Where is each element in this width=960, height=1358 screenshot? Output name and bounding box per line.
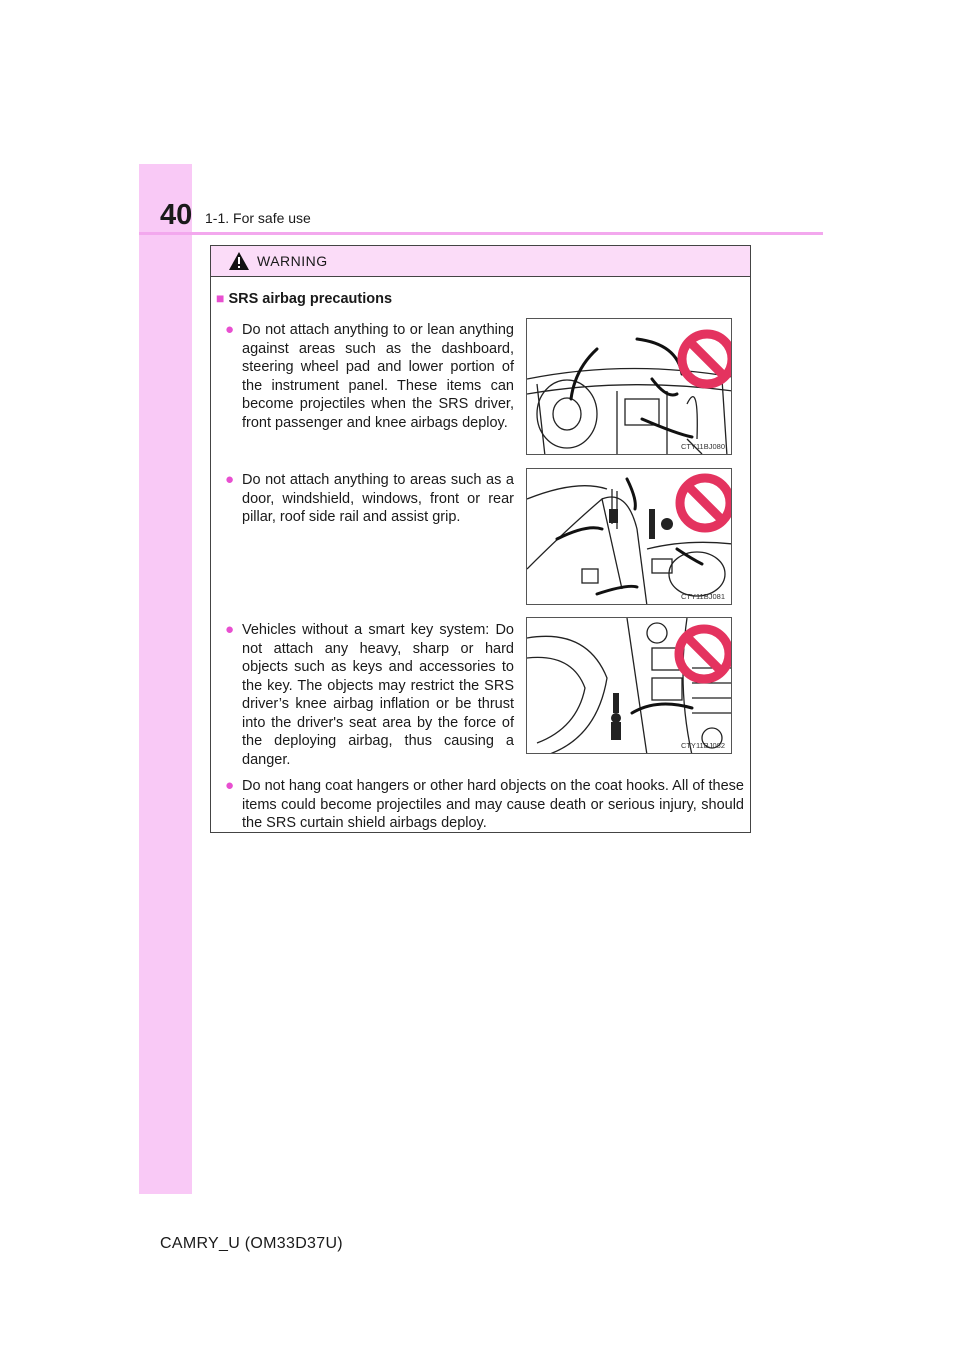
bullet-item xyxy=(225,777,744,833)
warning-triangle-icon xyxy=(228,251,250,271)
bullet-item xyxy=(225,321,514,432)
page-header xyxy=(160,200,820,232)
door-pillar-illustration xyxy=(526,468,732,605)
bullet-dot-icon: ● xyxy=(225,777,235,794)
bullet-text: Do not attach anything to areas such as a door, windshield, windows, front or rear pillar, roof side rail and assist grip. xyxy=(242,472,514,525)
dashboard-drawing-icon xyxy=(527,319,732,455)
square-bullet-icon: ■ xyxy=(216,290,225,306)
warning-label: WARNING xyxy=(257,253,328,269)
key-drawing-icon xyxy=(527,618,732,754)
door-pillar-drawing-icon xyxy=(527,469,732,605)
dashboard-illustration xyxy=(526,318,732,455)
figure-code: CTY11BJ080 xyxy=(680,442,725,451)
section-title: 1-1. For safe use xyxy=(205,210,311,226)
side-color-band xyxy=(139,164,192,1194)
page-number: 40 xyxy=(160,199,193,231)
warning-header xyxy=(211,246,750,277)
bullet-text: Vehicles without a smart key system: Do not attach any heavy, sharp or hard objects such as keys and accessories to the key. The objects may restrict the SRS driver’s knee airbag inflation or be thrust into the driver's seat area by the force of the deploying airbag, thus causing a danger. xyxy=(242,622,514,768)
subheading xyxy=(216,290,392,307)
bullet-dot-icon: ● xyxy=(225,621,235,638)
key-illustration xyxy=(526,617,732,754)
bullet-text: Do not hang coat hangers or other hard objects on the coat hooks. All of these items could become projectiles and may cause death or serious injury, should the SRS curtain shield airbags deploy. xyxy=(242,778,744,831)
footer-model-code: CAMRY_U (OM33D37U) xyxy=(160,1235,343,1252)
bullet-item xyxy=(225,621,514,769)
header-rule xyxy=(139,232,823,235)
bullet-dot-icon: ● xyxy=(225,471,235,488)
figure-code: CTY11BJ081 xyxy=(680,592,725,601)
bullet-text: Do not attach anything to or lean anything against areas such as the dashboard, steering wheel pad and lower portion of the instrument panel. These items can become projectiles when the SRS driver, front passenger and knee airbags deploy. xyxy=(242,322,514,431)
bullet-item xyxy=(225,471,514,527)
figure-code: CTY11BJ082 xyxy=(680,741,725,750)
subheading-text: SRS airbag precautions xyxy=(228,291,393,307)
bullet-dot-icon: ● xyxy=(225,321,235,338)
warning-box xyxy=(210,245,751,833)
